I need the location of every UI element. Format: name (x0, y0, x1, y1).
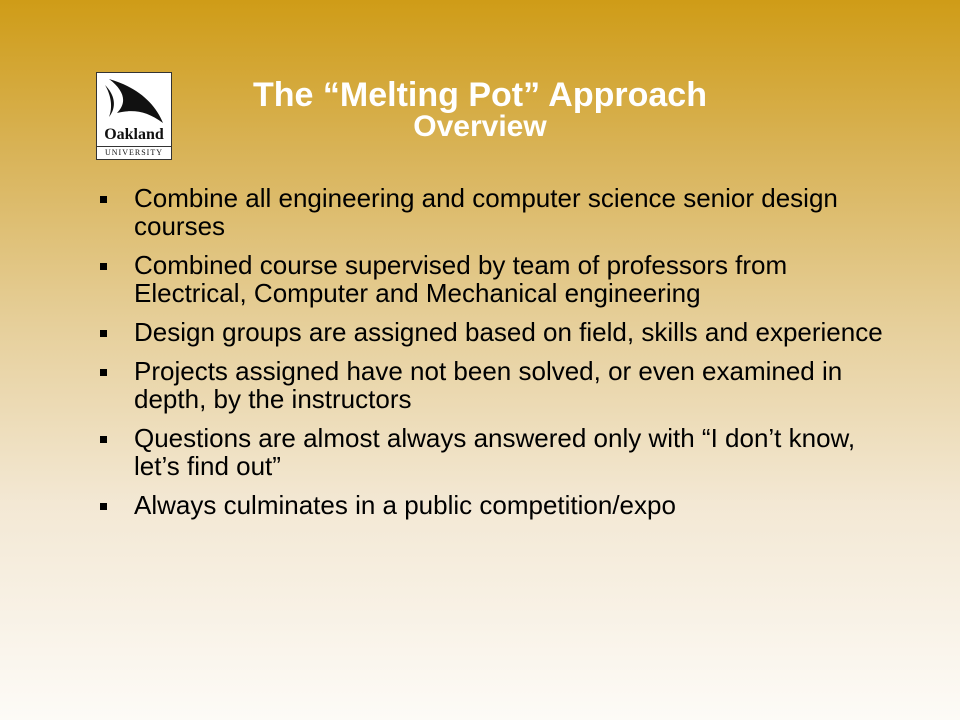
bullet-list (100, 184, 900, 530)
list-item (100, 357, 900, 413)
list-item (100, 184, 900, 240)
title-line-2: Overview (413, 110, 547, 143)
list-item (100, 491, 900, 519)
sail-icon (97, 73, 173, 129)
bullet-text: Projects assigned have not been solved, or even examined in depth, by the instructors (134, 356, 843, 414)
title-line-1: The “Melting Pot” Approach (253, 76, 707, 114)
bullet-text: Combined course supervised by team of professors from Electrical, Computer and Mechanical engineering (134, 250, 788, 308)
bullet-marker-icon (100, 503, 107, 510)
list-item (100, 251, 900, 307)
bullet-marker-icon (100, 436, 107, 443)
bullet-text: Always culminates in a public competition/expo (134, 490, 676, 520)
oakland-university-logo (96, 72, 172, 160)
bullet-text: Questions are almost always answered only with “I don’t know, let’s find out” (134, 423, 856, 481)
bullet-marker-icon (100, 196, 107, 203)
logo-wordmark: Oakland (104, 126, 164, 143)
bullet-text: Combine all engineering and computer science senior design courses (134, 183, 838, 241)
bullet-marker-icon (100, 263, 107, 270)
slide-title (180, 78, 780, 142)
bullet-text: Design groups are assigned based on field, skills and experience (134, 317, 883, 347)
logo-subtitle: UNIVERSITY (97, 146, 171, 157)
list-item (100, 318, 900, 346)
list-item (100, 424, 900, 480)
bullet-marker-icon (100, 330, 107, 337)
bullet-marker-icon (100, 369, 107, 376)
